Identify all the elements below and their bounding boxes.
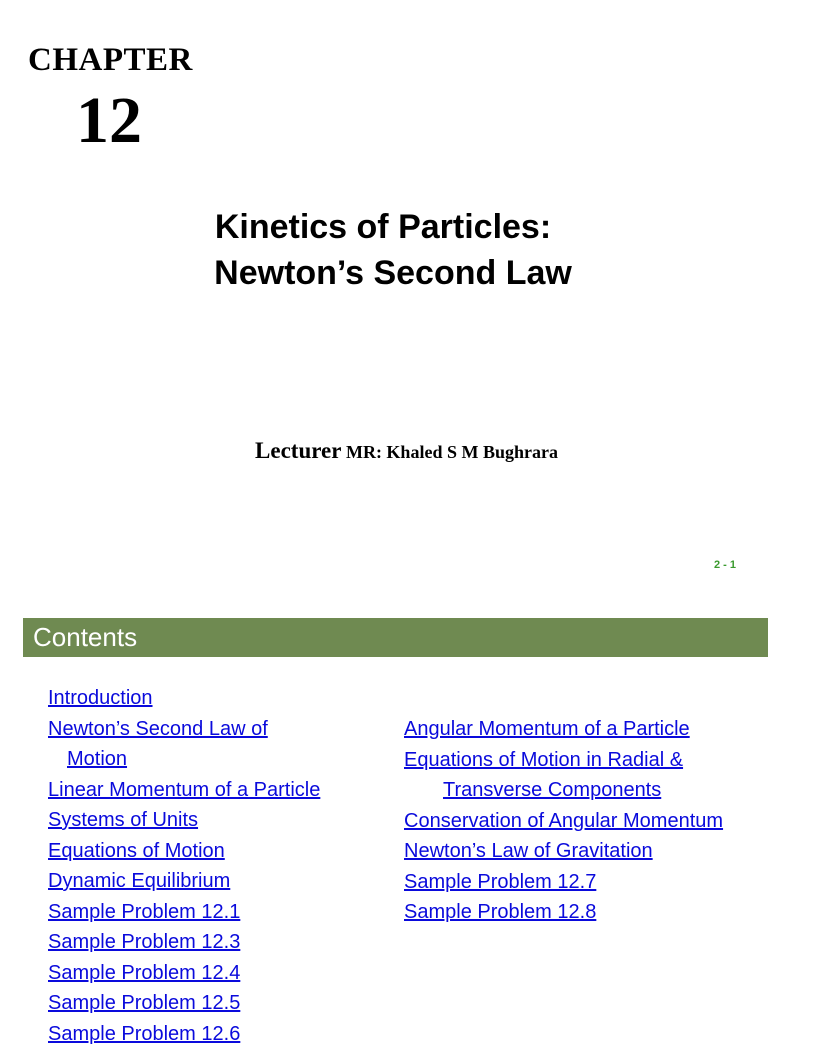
contents-link[interactable] — [48, 1019, 378, 1049]
lecturer-label: Lecturer — [255, 438, 341, 463]
contents-link-label: Newton’s Second Law of — [48, 714, 378, 745]
contents-link-label: Linear Momentum of a Particle — [48, 775, 378, 806]
contents-link[interactable] — [48, 988, 378, 1019]
contents-link[interactable] — [404, 897, 764, 928]
contents-link[interactable] — [48, 836, 378, 867]
contents-link-label: Introduction — [48, 683, 378, 714]
contents-link[interactable] — [404, 867, 764, 898]
contents-link[interactable] — [48, 927, 378, 958]
contents-link-label: Systems of Units — [48, 805, 378, 836]
contents-link-label: Sample Problem 12.4 — [48, 958, 378, 989]
slide-title-line-2: Newton’s Second Law — [9, 256, 777, 290]
contents-link[interactable] — [48, 805, 378, 836]
contents-link-label: Equations of Motion — [48, 836, 378, 867]
contents-link[interactable] — [404, 806, 764, 837]
contents-link-label: Angular Momentum of a Particle — [404, 714, 764, 745]
contents-link[interactable] — [48, 714, 378, 775]
contents-link-label: Newton’s Law of Gravitation — [404, 836, 764, 867]
contents-link[interactable] — [48, 958, 378, 989]
contents-link[interactable] — [404, 836, 764, 867]
contents-link-label: Conservation of Angular Momentum — [404, 806, 764, 837]
contents-link[interactable] — [48, 897, 378, 928]
contents-list-left — [48, 683, 378, 1049]
contents-link-label: Sample Problem 12.5 — [48, 988, 378, 1019]
contents-link-label-continued: Motion — [48, 744, 378, 775]
contents-link-label: Sample Problem 12.8 — [404, 897, 764, 928]
contents-link-label: Dynamic Equilibrium — [48, 866, 378, 897]
contents-link[interactable] — [48, 775, 378, 806]
contents-list-right — [404, 714, 764, 928]
contents-link-label: Sample Problem 12.7 — [404, 867, 764, 898]
chapter-number: 12 — [76, 88, 142, 154]
contents-heading: Contents — [33, 622, 137, 653]
contents-link-label: Sample Problem 12.1 — [48, 897, 378, 928]
slide-number: 2 - 1 — [714, 559, 736, 571]
contents-header-bar — [23, 618, 768, 657]
lecturer-name: MR: Khaled S M Bughrara — [341, 442, 558, 462]
contents-link[interactable] — [48, 683, 378, 714]
contents-link[interactable] — [404, 714, 764, 745]
contents-link-label: Equations of Motion in Radial & — [404, 745, 764, 776]
contents-link-label-continued: Transverse Components — [404, 775, 764, 806]
contents-link-label: Sample Problem 12.3 — [48, 927, 378, 958]
contents-link-label: Sample Problem 12.6 — [48, 1019, 378, 1049]
lecturer-line — [0, 438, 813, 464]
chapter-label: CHAPTER — [28, 42, 193, 79]
contents-link[interactable] — [48, 866, 378, 897]
contents-link[interactable] — [404, 745, 764, 806]
slide-title-line-1: Kinetics of Particles: — [0, 210, 767, 244]
